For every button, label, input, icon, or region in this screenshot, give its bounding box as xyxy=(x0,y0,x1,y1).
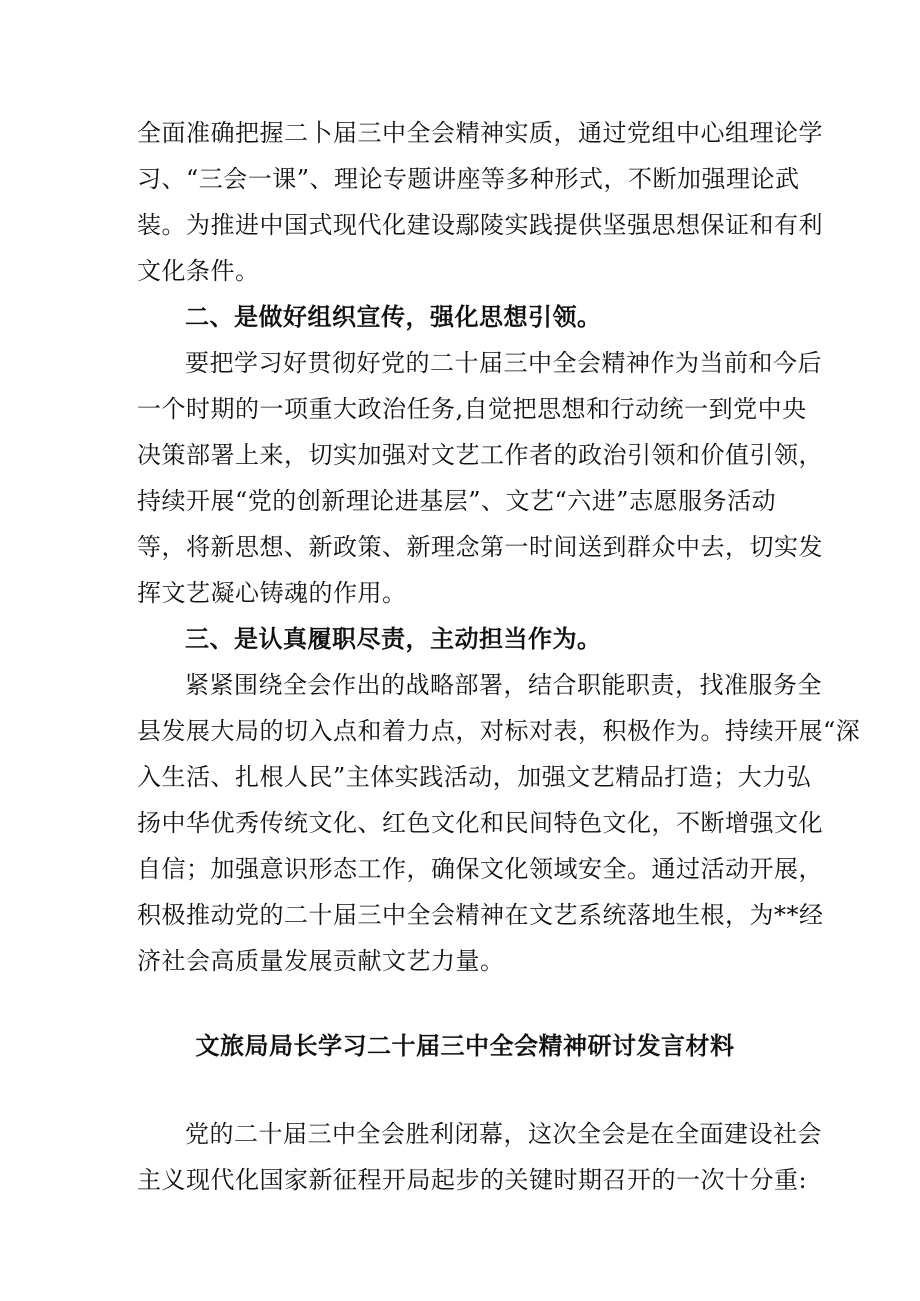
paragraph-line: 扬中华优秀传统文化、红色文化和民间特色文化，不断增强文化 xyxy=(137,809,823,837)
paragraph-line: 持续开展“党的创新理论进基层”、文艺“六进”志愿服务活动 xyxy=(137,487,777,515)
paragraph-section-3 xyxy=(137,662,861,984)
section-heading-2: 二、是做好组织宣传，强化思想引领。 xyxy=(185,302,602,331)
paragraph-line: 济社会高质量发展贡献文艺力量。 xyxy=(137,947,505,975)
paragraph-line: 一个时期的一项重大政治任务,自觉把思想和行动统一到党中央 xyxy=(137,395,807,423)
paragraph-line: 自信；加强意识形态工作，确保文化领域安全。通过活动开展， xyxy=(137,855,823,883)
paragraph-line: 挥文艺凝心铸魂的作用。 xyxy=(137,579,407,607)
spacer xyxy=(137,984,787,1023)
paragraph-line: 装。为推进中国式现代化建设鄢陵实践提供坚强思想保证和有利 xyxy=(137,211,823,239)
paragraph-section-2 xyxy=(137,340,823,616)
paragraph-line: 文化条件。 xyxy=(137,257,260,285)
paragraph-line: 等，将新思想、新政策、新理念第一时间送到群众中去，切实发 xyxy=(137,533,823,561)
paragraph-line: 决策部署上来，切实加强对文艺工作者的政治引领和价值引领， xyxy=(137,441,823,469)
document-page xyxy=(137,110,861,1203)
paragraph-line: 紧紧围绕全会作出的战略部署，结合职能职责，找准服务全 xyxy=(185,671,822,699)
paragraph-line: 主义现代化国家新征程开局起步的关键时期召开的一次十分重: xyxy=(137,1166,808,1194)
article-title: 文旅局局长学习二十届三中全会精神研讨发言材料 xyxy=(195,1031,735,1060)
article-paragraph xyxy=(137,1111,822,1203)
paragraph-line: 要把学习好贯彻好党的二十届三中全会精神作为当前和今后 xyxy=(185,349,822,377)
paragraph-line: 习、“三会一课”、理论专题讲座等多种形式，不断加强理论武 xyxy=(137,165,800,193)
paragraph-line: 入生活、扎根人民”主体实践活动，加强文艺精品打造；大力弘 xyxy=(137,763,812,791)
paragraph-line: 县发展大局的切入点和着力点，对标对表，积极作为。持续开展“深 xyxy=(137,717,861,745)
spacer xyxy=(137,1069,787,1111)
paragraph-line: 党的二十届三中全会胜利闭幕，这次全会是在全面建设社会 xyxy=(185,1120,822,1148)
paragraph-line: 积极推动党的二十届三中全会精神在文艺系统落地生根，为**经 xyxy=(137,901,824,929)
paragraph-line: 全面准确把握二卜届三中全会精神实质，通过党组中心组理论学 xyxy=(137,119,823,147)
section-heading-3: 三、是认真履职尽责，主动担当作为。 xyxy=(185,624,602,653)
paragraph-continuation xyxy=(137,110,823,294)
